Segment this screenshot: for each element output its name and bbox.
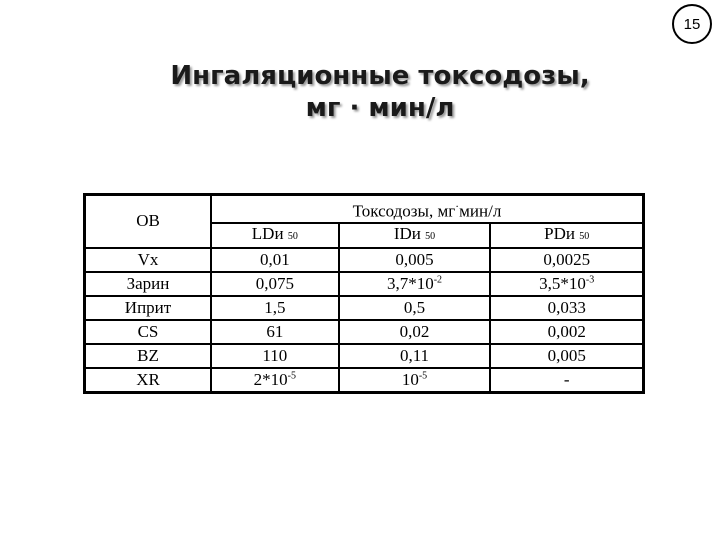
id50-cell bbox=[339, 344, 491, 368]
value-base: 0,01 bbox=[259, 249, 290, 269]
table-row bbox=[85, 296, 644, 320]
value-base: - bbox=[563, 369, 570, 389]
value-exponent: -5 bbox=[287, 370, 296, 381]
id50-cell bbox=[339, 248, 491, 272]
column-header-subscript: 50 bbox=[579, 230, 590, 242]
value-base: 1,5 bbox=[264, 297, 286, 317]
column-header-pd50 bbox=[490, 223, 643, 248]
value-base: 3,7*10 bbox=[386, 273, 434, 293]
pd50-cell bbox=[490, 368, 643, 393]
value-base: 2*10 bbox=[253, 369, 288, 389]
agent-cell: BZ bbox=[85, 344, 212, 368]
agent-cell: CS bbox=[85, 320, 212, 344]
ld50-cell bbox=[211, 272, 339, 296]
value-base: 0,033 bbox=[547, 297, 586, 317]
title-unit-min-l: мин/л bbox=[368, 93, 455, 123]
table-header-row bbox=[85, 195, 644, 223]
id50-cell bbox=[339, 296, 491, 320]
value-base: 0,005 bbox=[395, 249, 434, 269]
table-row bbox=[85, 368, 644, 393]
value-base: 0,005 bbox=[547, 345, 586, 365]
value-base: 10 bbox=[401, 369, 419, 389]
value-base: 0,075 bbox=[255, 273, 294, 293]
agent-cell: Иприт bbox=[85, 296, 212, 320]
pd50-cell bbox=[490, 248, 643, 272]
ld50-cell bbox=[211, 368, 339, 393]
multiplication-dot: · bbox=[340, 93, 369, 123]
agent-column-header: ОВ bbox=[85, 195, 212, 248]
table-row bbox=[85, 320, 644, 344]
table-row bbox=[85, 248, 644, 272]
column-header-label: LDи bbox=[251, 223, 284, 243]
column-header-label: PDи bbox=[544, 223, 575, 243]
agent-cell: Vx bbox=[85, 248, 212, 272]
page-number: 15 bbox=[683, 15, 701, 33]
id50-cell bbox=[339, 320, 491, 344]
value-base: 3,5*10 bbox=[539, 273, 586, 293]
value-exponent: -3 bbox=[585, 274, 595, 285]
multiplication-dot: · bbox=[455, 199, 460, 213]
value-base: 0,0025 bbox=[543, 249, 591, 269]
value-base: 0,02 bbox=[399, 321, 430, 341]
ld50-cell bbox=[211, 248, 339, 272]
agent-cell: XR bbox=[85, 368, 212, 393]
value-base: 0,5 bbox=[403, 297, 426, 317]
value-exponent: -5 bbox=[418, 370, 428, 381]
ld50-cell bbox=[211, 320, 339, 344]
ld50-cell bbox=[211, 296, 339, 320]
value-base: 61 bbox=[266, 321, 284, 341]
pd50-cell bbox=[490, 320, 643, 344]
column-header-label: IDи bbox=[393, 223, 421, 243]
id50-cell bbox=[339, 272, 491, 296]
title-line-2 bbox=[0, 92, 720, 124]
column-header-id50 bbox=[339, 223, 491, 248]
agent-cell: Зарин bbox=[85, 272, 212, 296]
page-number-badge bbox=[672, 4, 712, 44]
table-row bbox=[85, 272, 644, 296]
pd50-cell bbox=[490, 272, 643, 296]
title-unit-mg: мг bbox=[305, 93, 341, 123]
title-line-1: Ингаляционные токсодозы, bbox=[170, 61, 590, 91]
pd50-cell bbox=[490, 296, 643, 320]
value-exponent: -2 bbox=[433, 274, 443, 285]
table-row bbox=[85, 344, 644, 368]
ld50-cell bbox=[211, 344, 339, 368]
toxodose-table bbox=[83, 193, 645, 394]
value-base: 0,002 bbox=[547, 321, 586, 341]
toxodose-group-header bbox=[211, 195, 644, 223]
group-header-part1: Токсодозы, мг bbox=[352, 201, 456, 221]
value-base: 110 bbox=[262, 345, 288, 365]
column-header-subscript: 50 bbox=[287, 230, 298, 242]
group-header-part2: мин/л bbox=[459, 201, 502, 221]
column-header-ld50 bbox=[211, 223, 339, 248]
id50-cell bbox=[339, 368, 491, 393]
table-body bbox=[85, 248, 644, 393]
column-header-subscript: 50 bbox=[425, 230, 436, 242]
value-base: 0,11 bbox=[399, 345, 430, 365]
slide-title bbox=[0, 60, 720, 124]
pd50-cell bbox=[490, 344, 643, 368]
